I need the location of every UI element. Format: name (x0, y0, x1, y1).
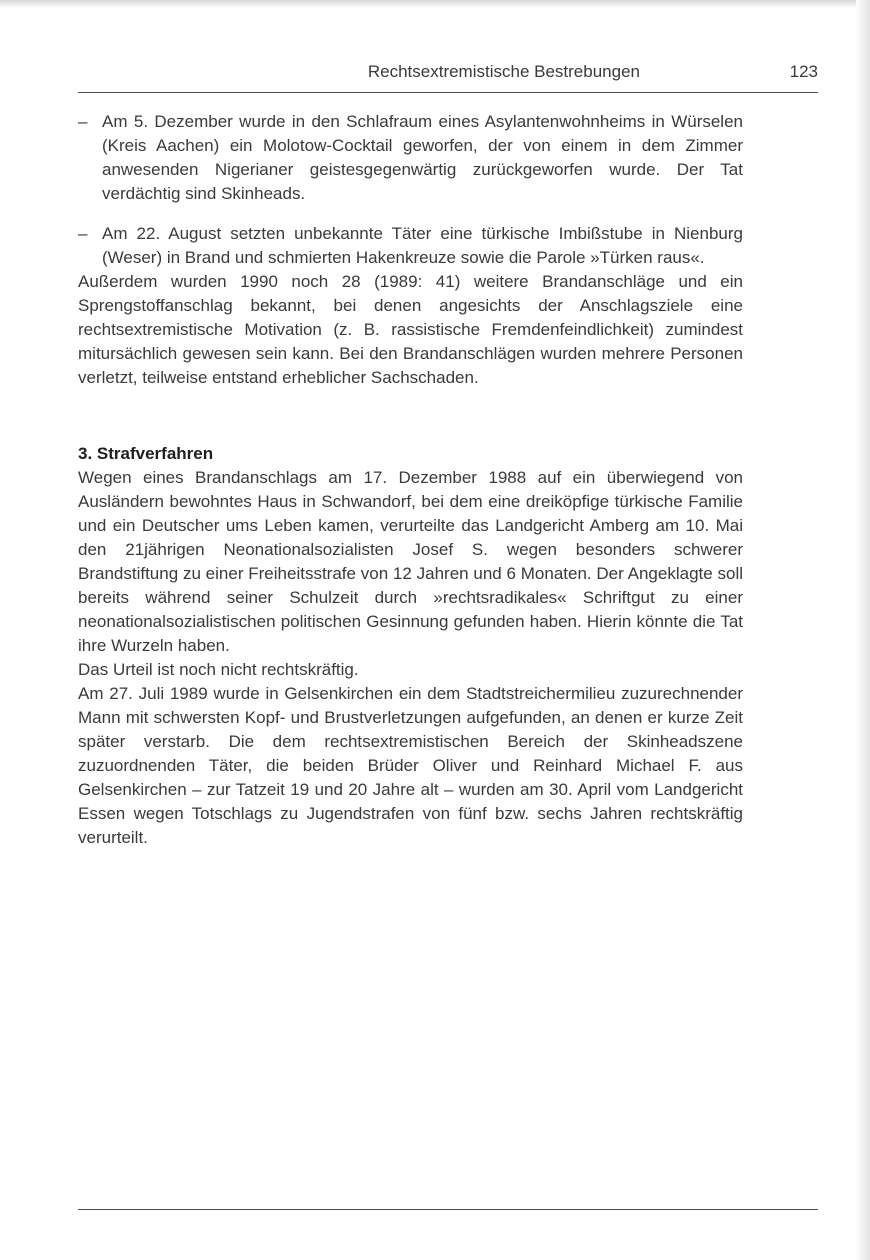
scan-edge-right (856, 0, 870, 1260)
page-content (78, 110, 743, 850)
body-paragraph: Am 27. Juli 1989 wurde in Gelsenkirchen ein dem Stadtstreichermilieu zuzurechnender Mann mit schwersten Kopf- und Brustverletzungen aufgefunden, an denen er kurze Zeit später verstarb. Die dem rechtsextremistischen Bereich der Skinheadszene zuzuordnenden Täter, die beiden Brüder Oliver und Reinhard Michael F. aus Gelsenkirchen – zur Tatzeit 19 und 20 Jahre alt – wurden am 30. April vom Landgericht Essen wegen Totschlags zu Jugendstrafen von fünf bzw. sechs Jahren rechtskräftig verurteilt. (78, 684, 743, 847)
document-page (78, 58, 818, 850)
list-item-text: Am 22. August setzten unbekannte Täter eine türkische Imbißstube in Nienburg (Weser) in Brand und schmierten Hakenkreuze sowie die Parole »Türken raus«. (102, 224, 743, 267)
running-title: Rechtsextremistische Bestrebungen (367, 62, 640, 81)
body-paragraph: Außerdem wurden 1990 noch 28 (1989: 41) weitere Brandanschläge und ein Sprengstoffanschlag bekannt, bei denen angesichts der Anschlagsziele eine rechtsextremistische Motivation (z. B. rassistische Fremdenfeindlichkeit) zumindest mitursächlich gewesen sein kann. Bei den Brandanschlägen wurden mehrere Personen verletzt, teilweise entstand erheblicher Sachschaden. (78, 272, 743, 387)
body-paragraph: Das Urteil ist noch nicht rechtskräftig. (78, 660, 359, 679)
list-item (78, 222, 743, 270)
body-paragraph: Wegen eines Brandanschlags am 17. Dezember 1988 auf ein überwiegend von Ausländern bewohntes Haus in Schwandorf, bei dem eine dreiköpfige türkische Familie und ein Deutscher ums Leben kamen, verurteilte das Landgericht Amberg am 10. Mai den 21jährigen Neonationalsozialisten Josef S. wegen besonders schwerer Brandstiftung zu einer Freiheitsstrafe von 12 Jahren und 6 Monaten. Der Angeklagte soll bereits während seiner Schulzeit durch »rechtsradikales« Schriftgut zu einer neonationalsozialistischen politischen Gesinnung gefunden haben. Hierin könnte die Tat ihre Wurzeln haben. (78, 468, 743, 655)
page-number: 123 (789, 62, 818, 81)
list-item-text: Am 5. Dezember wurde in den Schlafraum eines Asylantenwohnheims in Würselen (Kreis Aachen) ein Molotow-Cocktail geworfen, der von einem in dem Zimmer anwesenden Nigerianer geistesgegenwärtig zurückgeworfen wurde. Der Tat verdächtig sind Skinheads. (102, 112, 743, 203)
page-header (78, 58, 818, 93)
list-item (78, 110, 743, 206)
scan-edge-top (0, 0, 870, 8)
footer-rule (78, 1209, 818, 1210)
dash-marker: – (78, 224, 88, 243)
section-heading: 3. Strafverfahren (78, 444, 214, 463)
dash-marker: – (78, 112, 88, 131)
